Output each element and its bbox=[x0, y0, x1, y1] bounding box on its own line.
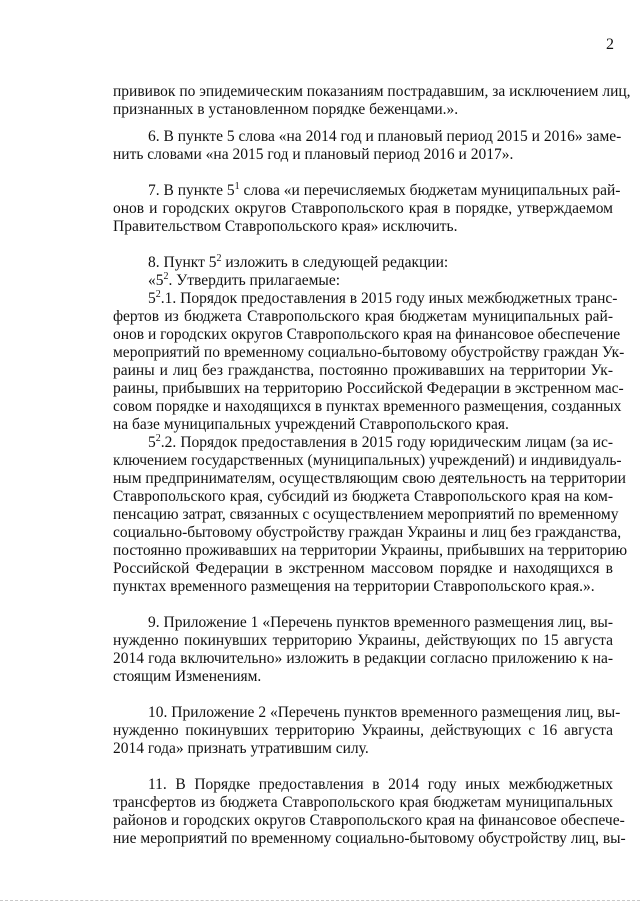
item-8-1-line: раины, прибывших на территорию Российской Федерации в экстренном мас- bbox=[113, 380, 624, 397]
item-8-1-line: мероприятий по временному социально-бытовому обустройству граждан Ук- bbox=[113, 344, 625, 361]
item-8-2-line: пунктах временного размещения на территории Ставропольского края.». bbox=[113, 578, 595, 595]
item-7-line: 7. В пункте $5^1$ слова «и перечисляемых бюджетам муниципальных рай- bbox=[148, 181, 621, 199]
item-8-1-line: совом порядке и находящихся в пунктах временного размещения, созданных bbox=[113, 398, 622, 415]
item-8-2-line: ным предпринимателям, осуществляющим свою деятельность на территории bbox=[113, 470, 626, 487]
item-11-line: ние мероприятий по временному социально-бытовому обустройству лиц, вы- bbox=[113, 830, 626, 847]
text-line: признанных в установленном порядке беженцами.». bbox=[113, 101, 459, 118]
item-8-intro: «$5^2$. Утвердить прилагаемые: bbox=[148, 271, 341, 289]
item-8-2-line: постоянно проживавших на территории Украины, прибывших на территорию bbox=[113, 542, 628, 559]
item-7-line: онов и городских округов Ставропольского края в порядке, утверждаемом bbox=[113, 200, 613, 217]
item-8-2-line: Российской Федерации в экстренном массовом порядке и находящихся в bbox=[113, 560, 613, 577]
item-8-2-line: социально-бытовому обустройству граждан Украины и лиц без гражданства, bbox=[113, 524, 622, 541]
item-8-1-line: на базе муниципальных учреждений Ставропольского края. bbox=[113, 416, 509, 433]
item-8-1-line: раины и лиц без гражданства, постоянно проживавших на территории Ук- bbox=[113, 362, 613, 379]
page-number: 2 bbox=[606, 36, 614, 53]
scan-edge-divider bbox=[0, 900, 640, 902]
item-8-2-line: $5^2.2$. Порядок предоставления в 2015 году юридическим лицам (за ис- bbox=[148, 433, 613, 451]
item-8-2-line: пенсацию затрат, связанных с осуществлением мероприятий по временному bbox=[113, 506, 619, 523]
item-8-1-line: фертов из бюджета Ставропольского края бюджетам муниципальных рай- bbox=[113, 308, 613, 325]
item-9-line: стоящим Изменениям. bbox=[113, 668, 262, 685]
item-8-1-line: онов и городских округов Ставропольского края на финансовое обеспечение bbox=[113, 326, 621, 343]
item-7-line: Правительством Ставропольского края» исключить. bbox=[113, 218, 458, 235]
item-9-line: 9. Приложение 1 «Перечень пунктов временного размещения лиц, вы- bbox=[148, 614, 613, 631]
item-10-line: 10. Приложение 2 «Перечень пунктов временного размещения лиц, вы- bbox=[148, 704, 621, 721]
item-9-line: 2014 года включительно» изложить в редакции согласно приложению к на- bbox=[113, 650, 613, 667]
item-8-2-line: ключением государственных (муниципальных) учреждений) и индивидуаль- bbox=[113, 452, 622, 469]
item-8-heading: 8. Пункт $5^2$ изложить в следующей редакции: bbox=[148, 253, 449, 271]
item-8-2-line: Ставропольского края, субсидий из бюджета Ставропольского края на ком- bbox=[113, 488, 613, 505]
text-line: прививок по эпидемическим показаниям пострадавшим, за исключением лиц, bbox=[113, 83, 631, 100]
item-6-line: 6. В пункте 5 слова «на 2014 год и плановый период 2015 и 2016» заме- bbox=[148, 128, 622, 145]
item-11-line: районов и городских округов Ставропольского края на финансовое обеспече- bbox=[113, 812, 625, 829]
item-6-line: нить словами «на 2015 год и плановый период 2016 и 2017». bbox=[113, 146, 514, 163]
item-9-line: нужденно покинувших территорию Украины, действующих по 15 августа bbox=[113, 632, 613, 649]
item-10-line: нужденно покинувших территорию Украины, действующих с 16 августа bbox=[113, 722, 613, 739]
item-11-line: трансфертов из бюджета Ставропольского края бюджетам муниципальных bbox=[113, 794, 613, 811]
item-11-line: 11. В Порядке предоставления в 2014 году иных межбюджетных bbox=[148, 776, 613, 793]
item-10-line: 2014 года» признать утратившим силу. bbox=[113, 740, 369, 757]
item-8-1-line: $5^2.1$. Порядок предоставления в 2015 году иных межбюджетных транс- bbox=[148, 289, 618, 307]
